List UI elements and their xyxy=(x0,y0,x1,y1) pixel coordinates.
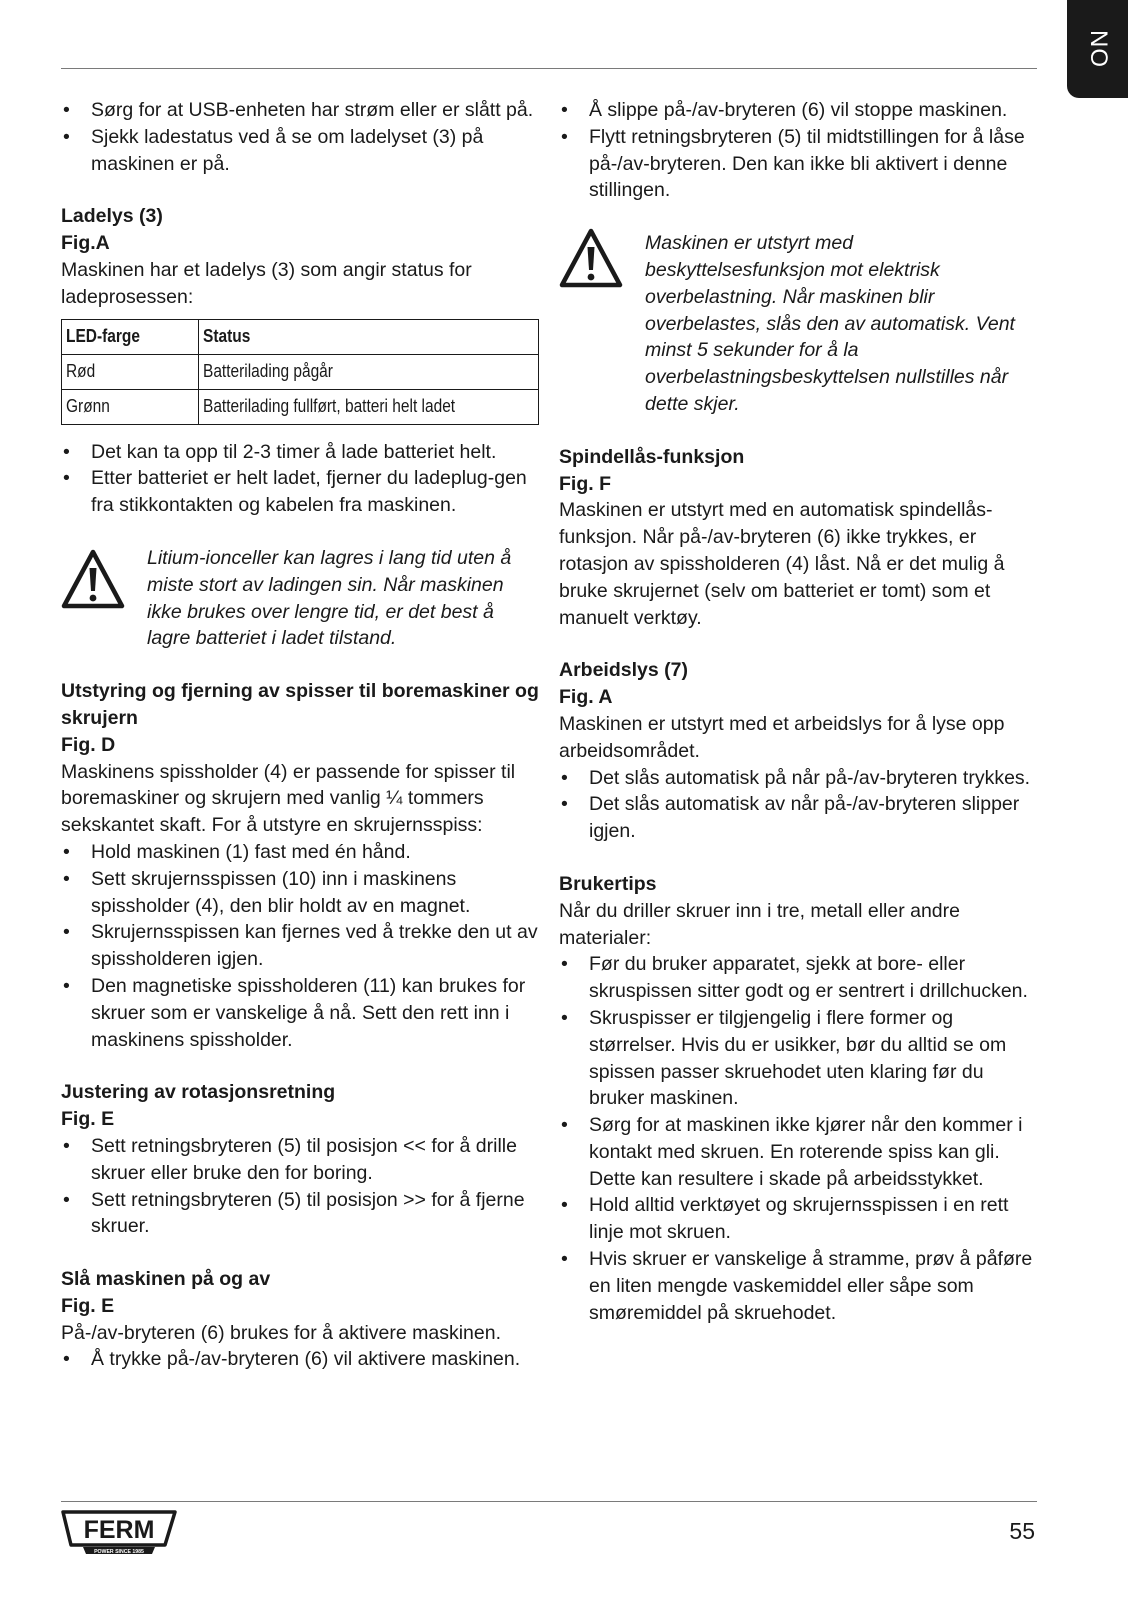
list-item: • Før du bruker apparatet, sjekk at bore- eller skruspissen sitter godt og er sentrert i drillchucken. xyxy=(559,951,1037,1005)
paragraph: Maskinen er utstyrt med et arbeidslys for å lyse opp arbeidsområdet. xyxy=(559,712,1005,762)
switch-continued-bullet-list xyxy=(559,97,1037,204)
section-heading-utstyring: Utstyring og fjerning av spisser til boremaskiner og skrujern xyxy=(61,680,539,729)
figure-reference: Fig. E xyxy=(61,1108,115,1131)
top-divider xyxy=(61,68,1037,69)
table-header-row xyxy=(62,319,539,354)
bottom-divider xyxy=(61,1501,1037,1502)
figure-reference: Fig. E xyxy=(61,1294,115,1317)
list-item: • Etter batteriet er helt ladet, fjerner du ladeplug-gen fra stikkontakten og kabelen fra maskinen. xyxy=(61,465,539,519)
list-item: • Hold alltid verktøyet og skrujernsspissen i en rett linje mot skruen. xyxy=(559,1192,1037,1246)
table-cell: Batterilading pågår xyxy=(199,354,539,389)
usb-bullet-list xyxy=(61,97,539,177)
rotation-bullet-list xyxy=(61,1133,539,1240)
list-item: • Sett retningsbryteren (5) til posisjon << for å drille skruer eller bruke den for boring. xyxy=(61,1133,539,1187)
left-column xyxy=(61,97,539,1373)
list-item: • Sørg for at USB-enheten har strøm eller er slått på. xyxy=(61,97,539,124)
table-cell: Rød xyxy=(62,354,199,389)
figure-reference: Fig. F xyxy=(559,472,611,495)
logo-wordmark: FERM xyxy=(83,1516,155,1544)
list-item: • Sett retningsbryteren (5) til posisjon >> for å fjerne skruer. xyxy=(61,1187,539,1241)
figure-reference: Fig.A xyxy=(61,232,110,255)
switch-bullet-list xyxy=(61,1346,539,1373)
warning-text: Maskinen er utstyrt med beskyttelsesfunksjon mot elektrisk overbelastning. Når maskinen blir overbelastes, slås den av automatisk. Vent minst 5 sekunder for å la overbelastningsbeskyttelsen nullstilles når dette skjer. xyxy=(645,232,1015,415)
list-item: • Hvis skruer er vanskelige å stramme, prøv å påføre en liten mengde vaskemiddel eller såpe som smøremiddel på skruehodet. xyxy=(559,1246,1037,1326)
list-item: • Sjekk ladestatus ved å se om ladelyset (3) på maskinen er på. xyxy=(61,124,539,178)
page-number: 55 xyxy=(1009,1518,1035,1544)
battery-warning-block xyxy=(61,545,539,652)
list-item: • Å trykke på-/av-bryteren (6) vil aktivere maskinen. xyxy=(61,1346,539,1373)
paragraph: På-/av-bryteren (6) brukes for å aktivere maskinen. xyxy=(61,1321,502,1344)
list-item: • Det slås automatisk på når på-/av-bryteren trykkes. xyxy=(559,765,1037,792)
list-item: • Flytt retningsbryteren (5) til midtstillingen for å låse på-/av-bryteren. Den kan ikke bli aktivert i denne stillingen. xyxy=(559,124,1037,204)
worklight-bullet-list xyxy=(559,765,1037,845)
table-header-cell: Status xyxy=(199,319,539,354)
list-item: • Det kan ta opp til 2-3 timer å lade batteriet helt. xyxy=(61,439,539,466)
paragraph: Maskinens spissholder (4) er passende for spisser til boremaskiner og skrujern med vanlig ¼ tommers sekskantet skaft. For å utstyre en skrujernsspiss: xyxy=(61,760,516,837)
list-item: • Skrujernsspissen kan fjernes ved å trekke den ut av spissholderen igjen. xyxy=(61,919,539,973)
warning-triangle-icon xyxy=(61,549,125,613)
section-heading-justering: Justering av rotasjonsretning xyxy=(61,1081,336,1104)
list-item: • Sett skrujernsspissen (10) inn i maskinens spissholder (4), den blir holdt av en magnet. xyxy=(61,866,539,920)
table-row xyxy=(62,389,539,424)
list-item: • Skruspisser er tilgjengelig i flere former og størrelser. Hvis du er usikker, bør du alltid se om spissen passer skruehodet uten klaring før du bruker maskinen. xyxy=(559,1005,1037,1112)
figure-reference: Fig. A xyxy=(559,686,613,709)
section-heading-ladelys: Ladelys (3) xyxy=(61,205,163,228)
list-item: • Hold maskinen (1) fast med én hånd. xyxy=(61,839,539,866)
list-item: • Det slås automatisk av når på-/av-bryteren slipper igjen. xyxy=(559,791,1037,845)
table-header-cell: LED-farge xyxy=(62,319,199,354)
paragraph: Maskinen har et ladelys (3) som angir status for ladeprosessen: xyxy=(61,258,472,308)
section-heading-sla: Slå maskinen på og av xyxy=(61,1268,271,1291)
list-item: • Sørg for at maskinen ikke kjører når den kommer i kontakt med skruen. En roterende spiss kan gli. Dette kan resultere i skade på arbeidsstykket. xyxy=(559,1112,1037,1192)
bit-bullet-list xyxy=(61,839,539,1053)
warning-triangle-icon xyxy=(559,228,623,292)
list-item: • Å slippe på-/av-bryteren (6) vil stoppe maskinen. xyxy=(559,97,1037,124)
section-heading-arbeidslys: Arbeidslys (7) xyxy=(559,659,688,682)
section-heading-brukertips: Brukertips xyxy=(559,872,657,895)
ferm-logo xyxy=(61,1509,177,1557)
table-row xyxy=(62,354,539,389)
paragraph: Når du driller skruer inn i tre, metall eller andre materialer: xyxy=(559,899,960,949)
warning-text: Litium-ionceller kan lagres i lang tid uten å miste stort av ladingen sin. Når maskinen ikke brukes over lengre tid, er det best å lagre batteriet i ladet tilstand. xyxy=(147,546,512,650)
language-tab xyxy=(1067,0,1128,98)
table-cell: Batterilading fullført, batteri helt ladet xyxy=(199,389,539,424)
right-column xyxy=(559,97,1037,1326)
overload-warning-block xyxy=(559,230,1037,418)
list-item: • Den magnetiske spissholderen (11) kan brukes for skruer som er vanskelige å nå. Sett den rett inn i maskinens spissholder. xyxy=(61,973,539,1053)
section-heading-spindel: Spindellås-funksjon xyxy=(559,445,745,468)
figure-reference: Fig. D xyxy=(61,733,116,756)
tips-bullet-list xyxy=(559,951,1037,1326)
table-cell: Grønn xyxy=(62,389,199,424)
language-label: NO xyxy=(1084,30,1112,68)
led-status-table xyxy=(61,319,539,425)
paragraph: Maskinen er utstyrt med en automatisk spindellås-funksjon. Når på-/av-bryteren (6) ikke trykkes, er rotasjon av spissholderen (4) låst. Nå er det mulig å bruke skrujernet (selv om batteriet er tomt) som et manuelt verktøy. xyxy=(559,499,1005,629)
logo-tagline: POWER SINCE 1985 xyxy=(94,1549,144,1555)
charging-bullet-list xyxy=(61,439,539,519)
